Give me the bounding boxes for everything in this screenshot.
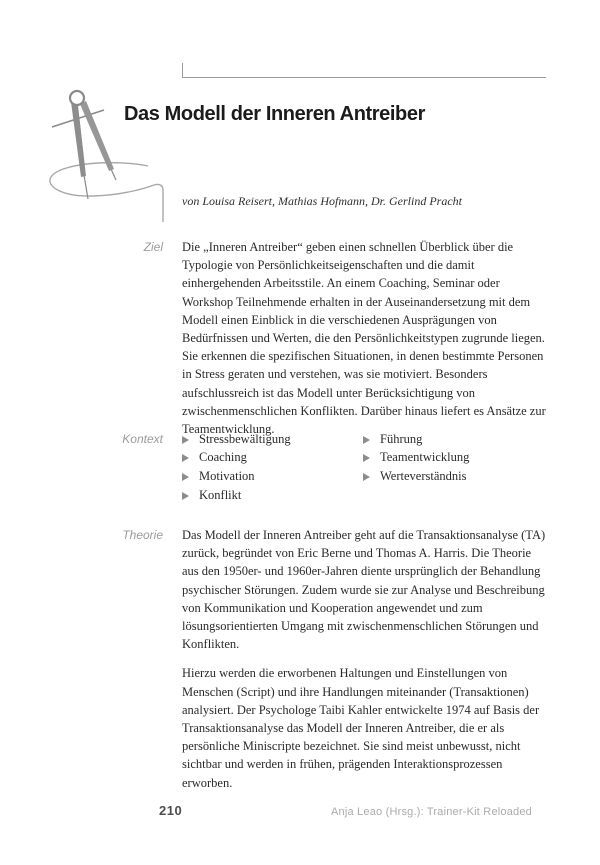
kontext-item (363, 430, 469, 449)
kontext-list-column-2 (363, 430, 469, 504)
section-label-theorie: Theorie (122, 528, 163, 542)
section-kontext (0, 430, 600, 504)
page-number: 210 (159, 803, 183, 818)
footer-credit: Anja Leao (Hrsg.): Trainer-Kit Reloaded (330, 806, 532, 818)
triangle-bullet-icon (182, 436, 189, 444)
triangle-bullet-icon (182, 473, 189, 481)
triangle-bullet-icon (182, 492, 189, 500)
kontext-item-label: Konflikt (199, 487, 242, 502)
theorie-paragraph-2: Hierzu werden die erworbenen Haltungen und Einstellungen von Menschen (Script) und ihre Handlungen miteinander (Transaktionen) analysiert. Der Psychologe Taibi Kahler entwickelte 1974 auf Basis der Transaktionsanalyse das Modell der Inneren Antreiber, die er als persönliche Miniscripte bezeichnet. Sie sind meist unbewusst, nicht sichtbar und werden in frühen, prägenden Interaktionsprozessen erworben. (182, 666, 540, 790)
section-theorie (0, 526, 600, 792)
page-title: Das Modell der Inneren Antreiber (124, 103, 425, 125)
byline: von Louisa Reisert, Mathias Hofmann, Dr. Gerlind Pracht (182, 194, 462, 208)
kontext-item (182, 430, 363, 449)
section-label-ziel: Ziel (143, 240, 163, 254)
triangle-bullet-icon (363, 454, 370, 462)
kontext-item-label: Teamentwicklung (380, 450, 470, 465)
triangle-bullet-icon (363, 436, 370, 444)
header-rule (182, 63, 546, 78)
triangle-bullet-icon (363, 473, 370, 481)
kontext-list-column-1 (182, 430, 363, 504)
section-label-kontext: Kontext (122, 432, 163, 446)
kontext-item (363, 467, 469, 486)
kontext-item (182, 486, 363, 505)
kontext-item (363, 449, 469, 468)
theorie-paragraph-1: Das Modell der Inneren Antreiber geht auf die Transaktionsanalyse (TA) zurück, begründet von Eric Berne und Thomas A. Harris. Die Theorie aus den 1950er- und 1960er-Jahren diente ursprünglich der Behandlung psychischer Störungen. Zudem wurde sie zur Analyse und Beschreibung von Kommunikation und Kooperation angewendet und zum lösungsorientierten Umgang mit zwischenmenschlichen Störungen und Konflikten. (182, 528, 546, 652)
ziel-paragraph: Die „Inneren Antreiber“ geben einen schnellen Überblick über die Typologie von Persönlichkeitseigenschaften und die damit einhergehenden Arbeitsstile. An einem Coaching, Seminar oder Workshop Teilnehmende erhalten in der Auseinandersetzung mit dem Modell einen Einblick in die verschiedenen Ausprägungen von Bedürfnissen und Werten, die den Persönlichkeitstypen zugrunde liegen. Sie erkennen die spezifischen Situationen, in denen bestimmte Personen in Stress geraten und verstehen, was sie motiviert. Besonders aufschlussreich ist das Modell unter Berücksichtigung von zwischenmenschlichen Konflikten. Darüber hinaus liefert es Ansätze zur Teamentwicklung. (182, 240, 546, 437)
triangle-bullet-icon (182, 454, 189, 462)
kontext-item-label: Motivation (199, 468, 255, 483)
kontext-item (182, 467, 363, 486)
kontext-item (182, 449, 363, 468)
kontext-item-label: Coaching (199, 450, 247, 465)
kontext-item-label: Führung (380, 431, 423, 446)
kontext-item-label: Werteverständnis (380, 468, 467, 483)
section-ziel (0, 238, 600, 438)
kontext-item-label: Stressbewältigung (199, 431, 291, 446)
